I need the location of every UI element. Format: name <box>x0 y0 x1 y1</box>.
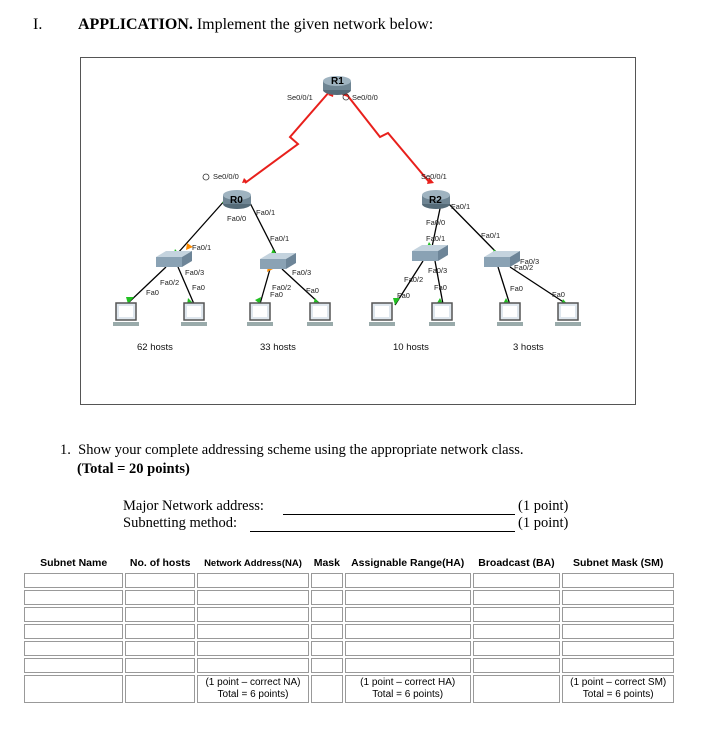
subnetting-method-input[interactable] <box>250 517 515 532</box>
port-label: Fa0/3 <box>185 268 205 277</box>
ha-points-note: (1 point – correct HA) Total = 6 points) <box>345 675 471 703</box>
port-label: Fa0 <box>397 291 410 300</box>
port-label: Se0/0/1 <box>421 172 447 181</box>
port-label: Fa0/2 <box>272 283 292 292</box>
port-label: Fa0/2 <box>404 275 424 284</box>
title-rest: Implement the given network below: <box>192 16 434 33</box>
port-label: Fa0/1 <box>481 231 501 240</box>
table-row <box>24 624 674 639</box>
port-label: Fa0/2 <box>160 278 180 287</box>
col-subnet-name: Subnet Name <box>40 557 108 569</box>
col-hosts: No. of hosts <box>129 557 191 569</box>
table-row <box>24 658 674 673</box>
host-count-label: 3 hosts <box>513 342 544 353</box>
port-label: Fa0 <box>510 284 523 293</box>
question-number: 1. <box>60 442 71 458</box>
section-title <box>78 16 433 34</box>
port-label: Fa0 <box>434 283 447 292</box>
port-label: Se0/0/0 <box>352 93 378 102</box>
host-count-label: 33 hosts <box>260 342 296 353</box>
port-label: Fa0/0 <box>426 218 446 227</box>
col-assignable-range: Assignable Range(HA) <box>351 557 465 569</box>
col-subnet-mask: Subnet Mask (SM) <box>572 557 664 569</box>
table-row <box>24 607 674 622</box>
host-count-label: 62 hosts <box>137 342 173 353</box>
host-count-label: 10 hosts <box>393 342 429 353</box>
port-label: Fa0/1 <box>192 243 212 252</box>
table-notes-row <box>24 675 674 703</box>
sm-points-note: (1 point – correct SM) Total = 6 points) <box>562 675 674 703</box>
section-number: I. <box>33 16 43 33</box>
router-r2-label: R2 <box>429 195 442 206</box>
col-network-address: Network Address(NA) <box>204 557 302 569</box>
addressing-table <box>22 553 676 705</box>
na-points-note: (1 point – correct NA) Total = 6 points) <box>197 675 309 703</box>
port-label: Fa0 <box>270 290 283 299</box>
port-label: Fa0 <box>146 288 159 297</box>
col-mask: Mask <box>313 557 340 569</box>
port-label: Fa0/3 <box>428 266 448 275</box>
port-label: Fa0 <box>552 290 565 299</box>
port-label: Fa0/1 <box>270 234 290 243</box>
port-label: Fa0 <box>306 286 319 295</box>
port-label: Fa0/2 <box>514 263 534 272</box>
subnetting-method-label: Subnetting method: <box>123 515 237 531</box>
question-total: (Total = 20 points) <box>77 461 190 477</box>
port-label: Fa0/1 <box>426 234 446 243</box>
major-network-input[interactable] <box>283 500 515 515</box>
table-row <box>24 590 674 605</box>
major-network-label: Major Network address: <box>123 498 264 514</box>
port-label: Fa0 <box>192 283 205 292</box>
port-label: Fa0/3 <box>292 268 312 277</box>
question-text: Show your complete addressing scheme using the appropriate network class. <box>78 442 524 458</box>
major-network-points: (1 point) <box>518 498 569 514</box>
port-label: Fa0/3 <box>520 257 540 266</box>
title-bold: APPLICATION. <box>78 16 193 33</box>
col-broadcast: Broadcast (BA) <box>478 557 555 569</box>
table-header-row <box>24 555 674 571</box>
question-block <box>60 441 523 479</box>
port-label: Se0/0/0 <box>213 172 239 181</box>
port-label: Fa0/1 <box>256 208 276 217</box>
table-row <box>24 641 674 656</box>
port-label: Fa0/1 <box>451 202 471 211</box>
router-r0-label: R0 <box>230 195 243 206</box>
router-r1-label: R1 <box>331 76 344 87</box>
port-label: Fa0/0 <box>227 214 247 223</box>
table-row <box>24 573 674 588</box>
subnetting-method-points: (1 point) <box>518 515 569 531</box>
network-diagram <box>80 57 636 405</box>
port-label: Se0/0/1 <box>287 93 313 102</box>
